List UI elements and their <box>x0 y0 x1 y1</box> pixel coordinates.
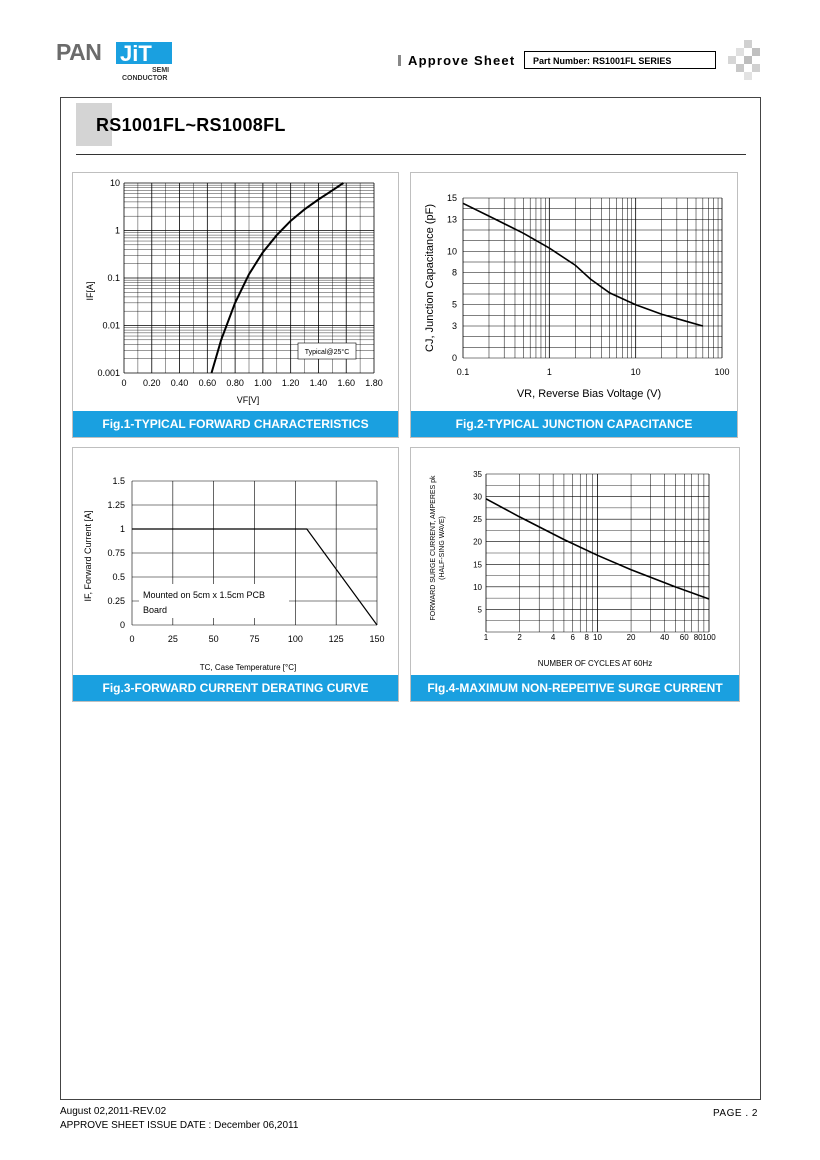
figure-1-caption: Fig.1-TYPICAL FORWARD CHARACTERISTICS <box>73 411 398 437</box>
y-tick-label: 15 <box>446 193 457 203</box>
svg-text:JiT: JiT <box>120 41 152 66</box>
x-tick-label: 100 <box>702 633 716 642</box>
y-tick-label: 10 <box>473 582 482 592</box>
y-tick-label: 1 <box>119 524 125 534</box>
x-tick-label: 1.20 <box>281 378 300 388</box>
y-tick-label: 5 <box>477 605 482 615</box>
x-tick-label: 10 <box>630 367 641 377</box>
x-tick-label: 4 <box>550 633 556 642</box>
x-tick-label: 125 <box>328 634 344 644</box>
y-tick-label: 0.5 <box>112 572 125 582</box>
x-tick-label: 0.1 <box>456 367 470 377</box>
y-tick-label: 13 <box>446 214 457 225</box>
y-axis-label-line-2: (HALF-SING WAVE) <box>439 516 446 580</box>
y-tick-label: 0 <box>119 620 125 630</box>
x-tick-label: 100 <box>287 634 303 644</box>
y-axis-label: CJ, Junction Capacitance (pF) <box>424 204 436 352</box>
footer-page-number: PAGE . 2 <box>713 1108 758 1119</box>
figure-3-caption: Fig.3-FORWARD CURRENT DERATING CURVE <box>73 675 398 701</box>
forward-characteristics-chart <box>73 173 398 411</box>
x-tick-label: 1.40 <box>309 378 328 388</box>
derating-curve-chart <box>73 448 398 675</box>
x-tick-label: 0.40 <box>170 378 189 388</box>
x-tick-label: 0.20 <box>143 378 161 388</box>
x-tick-label: 150 <box>369 634 385 644</box>
footer-revision: August 02,2011-REV.02 <box>60 1106 167 1117</box>
svg-text:PAN: PAN <box>56 39 102 65</box>
y-tick-label: 0.1 <box>107 273 120 283</box>
part-number-box: Part Number: RS1001FL SERIES <box>524 51 716 69</box>
y-tick-label: 10 <box>446 246 457 257</box>
y-tick-label: 0.01 <box>102 320 120 331</box>
figure-1-panel <box>72 172 399 438</box>
approve-sheet-label: Approve Sheet <box>408 53 516 68</box>
document-title: RS1001FL~RS1008FL <box>96 115 286 135</box>
x-tick-label: 1.60 <box>337 378 355 388</box>
y-tick-label: 3 <box>451 321 457 331</box>
x-tick-label: 1.00 <box>254 378 272 388</box>
x-tick-label: 10 <box>593 633 602 642</box>
y-tick-label: 1.5 <box>112 476 125 486</box>
y-axis-label: IF, Forward Current [A] <box>83 510 93 602</box>
annotation-line-2: Board <box>143 605 168 615</box>
checker-decoration-icon <box>724 40 764 80</box>
y-tick-label: 5 <box>451 299 457 310</box>
x-tick-label: 1 <box>546 367 552 377</box>
title-divider <box>76 154 746 155</box>
panjit-logo <box>56 38 180 86</box>
y-tick-label: 15 <box>473 560 482 570</box>
y-tick-label: 25 <box>473 515 482 525</box>
junction-capacitance-chart <box>411 173 737 411</box>
x-axis-label: TC, Case Temperature [°C] <box>199 663 297 672</box>
panjit-logo-mark <box>56 38 180 86</box>
x-tick-label: 2 <box>517 633 522 642</box>
y-axis-label-line-1: FORWARD SURGE CURRENT, AMPERES pk <box>430 475 437 621</box>
footer-issue-date: APPROVE SHEET ISSUE DATE : December 06,2011 <box>60 1120 299 1131</box>
y-tick-label: 0.75 <box>107 548 125 558</box>
svg-text:SEMI: SEMI <box>152 67 170 74</box>
x-tick-label: 40 <box>660 633 670 642</box>
figure-3-panel <box>72 447 399 702</box>
svg-text:CONDUCTOR: CONDUCTOR <box>122 75 168 82</box>
x-tick-label: 1 <box>483 633 489 642</box>
y-tick-label: 1.25 <box>107 500 125 510</box>
y-tick-label: 0.001 <box>97 368 120 378</box>
x-tick-label: 80 <box>693 633 703 642</box>
x-axis-label: VR, Reverse Bias Voltage (V) <box>516 388 662 400</box>
x-tick-label: 8 <box>584 633 589 642</box>
x-tick-label: 6 <box>570 633 575 642</box>
annotation-typical: Typical@25°C <box>304 349 350 356</box>
y-tick-label: 1 <box>114 225 120 236</box>
x-axis-label: VF[V] <box>236 395 260 405</box>
x-tick-label: 20 <box>626 633 636 642</box>
y-tick-label: 0.25 <box>107 596 125 606</box>
annotation-line-1: Mounted on 5cm x 1.5cm PCB <box>143 590 266 600</box>
x-tick-label: 1.80 <box>365 378 383 388</box>
y-tick-label: 10 <box>109 178 120 188</box>
x-tick-label: 0 <box>129 634 135 644</box>
y-tick-label: 0 <box>451 353 457 363</box>
x-tick-label: 0.80 <box>226 378 244 388</box>
y-tick-label: 8 <box>451 267 457 278</box>
y-axis-label: IF[A] <box>85 281 95 301</box>
figure-2-caption: Fig.2-TYPICAL JUNCTION CAPACITANCE <box>411 411 737 437</box>
x-axis-label: NUMBER OF CYCLES AT 60Hz <box>537 659 653 668</box>
y-tick-label: 30 <box>473 492 482 502</box>
capacitance-curve <box>463 203 703 326</box>
x-tick-label: 60 <box>679 633 689 642</box>
y-tick-label: 20 <box>473 537 482 547</box>
surge-current-chart <box>411 448 739 675</box>
x-tick-label: 50 <box>208 634 219 644</box>
x-tick-label: 100 <box>714 367 730 377</box>
x-tick-label: 25 <box>167 634 178 644</box>
x-tick-label: 75 <box>249 634 260 644</box>
figure-4-panel <box>410 447 740 702</box>
x-tick-label: 0.60 <box>198 378 217 388</box>
y-tick-label: 35 <box>473 470 482 479</box>
x-tick-label: 0 <box>121 378 127 388</box>
figure-2-panel <box>410 172 738 438</box>
figure-4-caption: FIg.4-MAXIMUM NON-REPEITIVE SURGE CURRENT <box>411 675 739 701</box>
